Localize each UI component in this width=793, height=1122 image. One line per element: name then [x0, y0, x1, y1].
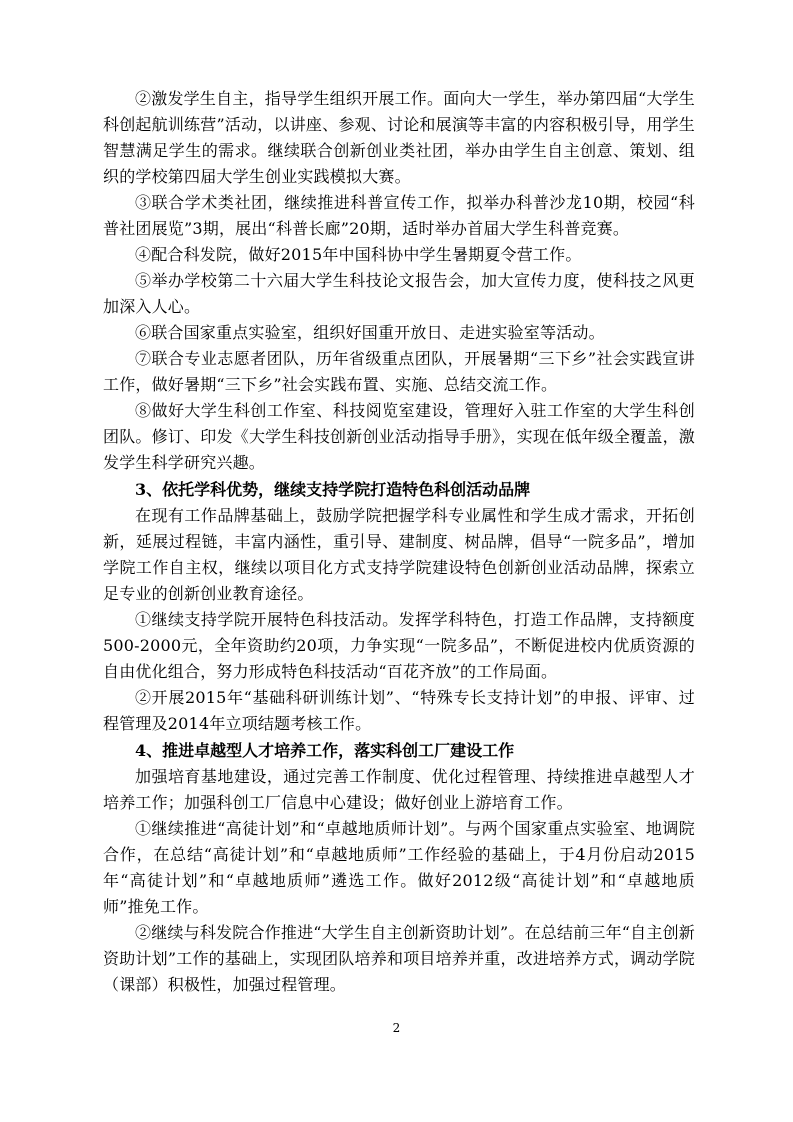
paragraph-item-6: ⑥联合国家重点实验室，组织好国重开放日、走进实验室等活动。: [135, 323, 605, 342]
page-number: 2: [392, 1021, 401, 1035]
section-4-intro: 加强培育基地建设，通过完善工作制度、优化过程管理、持续推进卓越型人才培养工作；加强科创工厂信息中心建设；做好创业上游培育工作。: [103, 767, 695, 812]
section-3-intro: 在现有工作品牌基础上，鼓励学院把握学科专业属性和学生成才需求，开拓创新，延展过程链，丰富内涵性，重引导、建制度、树品牌，倡导“一院多品”，增加学院工作自主权，继续以项目化方式支持学院建设特色创新创业活动品牌，探索立足专业的创新创业教育途径。: [103, 506, 695, 603]
paragraph-item-3: ③联合学术类社团，继续推进科普宣传工作，拟举办科普沙龙10期，校园“科普社团展览”3期，展出“科普长廊”20期，适时举办首届大学生科普竞赛。: [103, 193, 695, 238]
section-3-item-2: ②开展2015年“基础科研训练计划”、“特殊专长支持计划”的申报、评审、过程管理及2014年立项结题考核工作。: [103, 688, 695, 733]
section-3-item-1: ①继续支持学院开展特色科技活动。发挥学科特色，打造工作品牌，支持额度500-2000元，全年资助约20项，力争实现“一院多品”，不断促进校内优质资源的自由优化组合，努力形成特色科技活动“百花齐放”的工作局面。: [103, 610, 695, 681]
section-4-item-1: ①继续推进“高徒计划”和“卓越地质师计划”。与两个国家重点实验室、地调院合作，在总结“高徒计划”和“卓越地质师”工作经验的基础上，于4月份启动2015年“高徒计划”和“卓越地质师”遴选工作。做好2012级“高徒计划”和“卓越地质师”推免工作。: [103, 819, 695, 916]
section-heading-3: 3、依托学科优势，继续支持学院打造特色科创活动品牌: [135, 480, 531, 499]
paragraph-item-8: ⑧做好大学生科创工作室、科技阅览室建设，管理好入驻工作室的大学生科创团队。修订、印发《大学生科技创新创业活动指导手册》，实现在低年级全覆盖，激发学生科学研究兴趣。: [103, 401, 695, 472]
paragraph-item-4: ④配合科发院，做好2015年中国科协中学生暑期夏令营工作。: [135, 245, 582, 264]
section-heading-4: 4、推进卓越型人才培养工作，落实科创工厂建设工作: [135, 741, 515, 760]
section-4-item-2: ②继续与科发院合作推进“大学生自主创新资助计划”。在总结前三年“自主创新资助计划”工作的基础上，实现团队培养和项目培养并重，改进培养方式，调动学院（课部）积极性，加强过程管理。: [103, 923, 695, 994]
document-body: [103, 86, 695, 998]
paragraph-item-2: ②激发学生自主，指导学生组织开展工作。面向大一学生，举办第四届“大学生科创起航训练营”活动，以讲座、参观、讨论和展演等丰富的内容积极引导，用学生智慧满足学生的需求。继续联合创新创业类社团，举办由学生自主创意、策划、组织的学校第四届大学生创业实践模拟大赛。: [103, 89, 695, 186]
paragraph-item-5: ⑤举办学校第二十六届大学生科技论文报告会，加大宣传力度，使科技之风更加深入人心。: [103, 271, 695, 316]
paragraph-item-7: ⑦联合专业志愿者团队，历年省级重点团队，开展暑期“三下乡”社会实践宣讲工作，做好暑期“三下乡”社会实践布置、实施、总结交流工作。: [103, 349, 695, 394]
